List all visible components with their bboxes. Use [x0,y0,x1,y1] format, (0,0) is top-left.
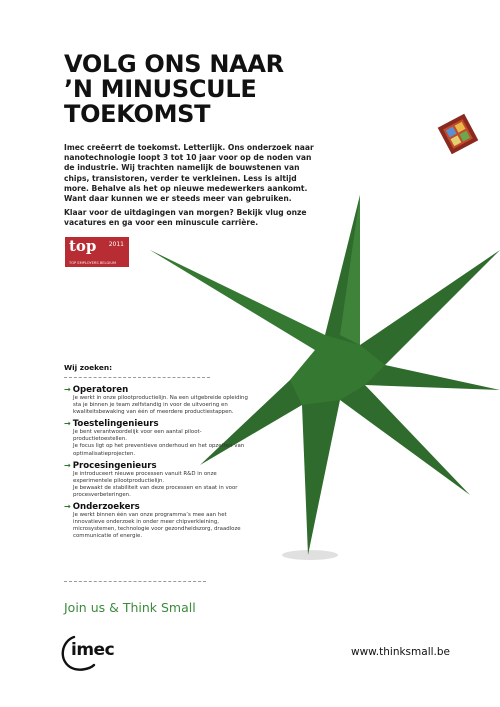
tagline: Join us & Think Small [64,600,196,615]
logo-text: imec [71,640,115,660]
headline-line-3: TOEKOMST [64,100,211,128]
role-description [73,471,255,499]
role-title [64,419,264,429]
imec-logo [60,633,130,673]
arrow-icon: → [64,385,71,394]
role-title [64,385,264,395]
award-subtitle: TOP EMPLOYERS BELGIUM [69,261,117,265]
role-title-text: Toestelingenieurs [72,419,159,430]
role-item [64,419,264,457]
top-employer-badge [65,237,129,267]
role-description [73,395,255,416]
role-item [64,461,264,499]
roles-list [64,385,264,543]
role-item [64,502,264,540]
intro-paragraph-1: Imec creëerrt de toekomst. Letterlijk. Ons onderzoek naar nanotechnologie loopt 3 tot 10 jaar voor op de noden van de industrie. Wij trachten namelijk de bouwstenen van chips, transistoren, verder te verkleinen. Less is altijd more. Behalve als het op nieuwe medewerkers aankomt. Want daar kunnen we er steeds meer van gebruiken. [64,143,314,204]
role-desc-line: Je werkt binnen één van onze programma’s mee aan het innovatieve onderzoek in onder meer chipverkleining, microsystemen, technologie voor gezondheidszorg, draadloze communicatie of energie. [73,512,241,540]
headline-line-1: VOLG ONS NAAR [64,50,284,78]
role-desc-line: Je bewaakt de stabiliteit van deze processen en staat in voor procesverbeteringen. [73,484,238,498]
website-link[interactable]: www.thinksmall.be [351,646,450,658]
arrow-icon: → [64,502,71,512]
role-title [64,461,264,471]
role-item [64,385,264,416]
role-desc-line: Je bent verantwoordelijk voor een aantal piloot-productietoestellen. [73,429,202,443]
intro-paragraph-2: Klaar voor de uitdagingen van morgen? Bekijk vlug onze vacatures en ga voor een minuscule carrière. [64,208,307,228]
role-description [73,429,255,457]
role-title-text: Procesingenieurs [72,460,157,471]
role-description [73,512,255,540]
chip-icon [436,112,480,156]
role-desc-line: Je werkt in onze pilootproductielijn. Na een uitgebreide opleiding sta je binnen je team zelfstandig in voor de uitvoering en kwaliteitsbewaking van één of meerdere productiestappen. [73,395,248,416]
role-title-text: Onderzoekers [72,502,140,513]
role-title-text: Operatoren [72,385,129,395]
arrow-icon: → [64,460,71,470]
arrow-icon: → [64,419,71,429]
role-desc-line: Je introduceert nieuwe processen vanuit R&D in onze experimentele pilootproductielijn. [73,470,217,484]
role-desc-line: Je focus ligt op het preventieve onderhoud en het opzetten van optimalisatieprojecten. [73,443,245,457]
divider [64,581,206,582]
award-year: 2011 [108,241,124,248]
headline [64,52,284,127]
award-brand: top [69,237,97,255]
wij-zoeken-heading: Wij zoeken: [64,363,210,378]
role-title [64,502,264,512]
headline-line-2: ’N MINUSCULE [64,75,257,103]
